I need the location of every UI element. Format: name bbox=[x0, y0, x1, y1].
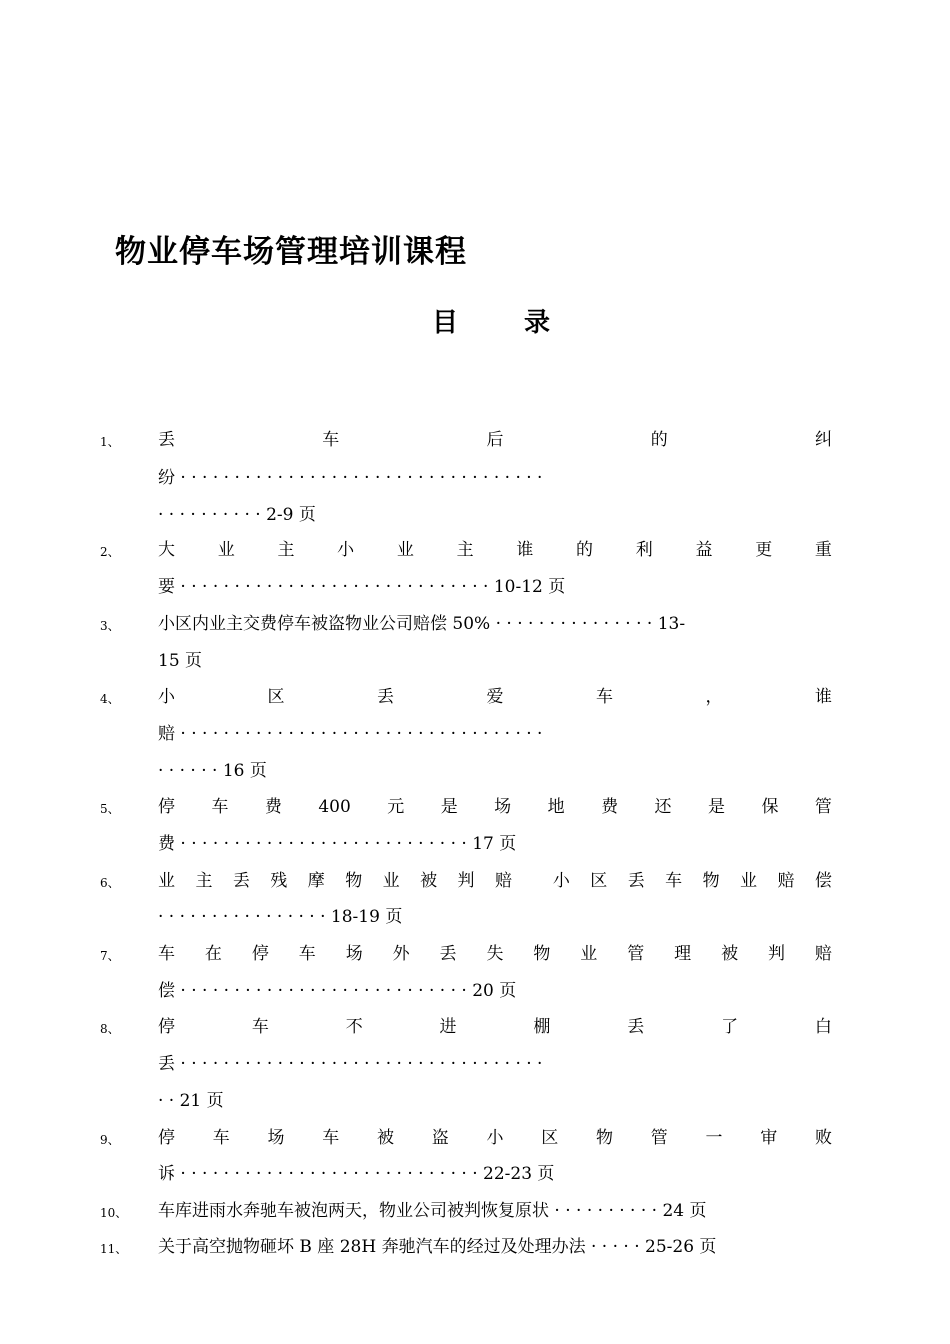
toc-title-char: 判 bbox=[767, 944, 785, 964]
toc-title-char: 停 bbox=[251, 944, 269, 964]
toc-entry-title bbox=[158, 871, 832, 891]
toc-line bbox=[0, 981, 950, 1001]
toc-title-char: 棚 bbox=[533, 1017, 551, 1037]
toc-entry-title bbox=[158, 1128, 832, 1148]
toc-title-char: 后 bbox=[486, 430, 504, 450]
toc-line bbox=[0, 651, 950, 671]
toc-title-char: 车 bbox=[322, 430, 340, 450]
toc-title-char: 审 bbox=[760, 1128, 778, 1148]
toc-title-char: 车 bbox=[665, 871, 683, 891]
toc-title-char: 不 bbox=[345, 1017, 363, 1037]
toc-title-char: 是 bbox=[440, 797, 458, 817]
toc-entry-number: 4、 bbox=[100, 692, 120, 706]
toc-title-char: 丢 bbox=[377, 687, 394, 707]
toc-title-char: 小 bbox=[552, 871, 570, 891]
document-title: 物业停车场管理培训课程 bbox=[115, 234, 467, 270]
toc-title-char: 纠 bbox=[815, 430, 832, 450]
toc-title-char: 物 bbox=[596, 1128, 613, 1148]
toc-title-char: 失 bbox=[486, 944, 504, 964]
toc-line bbox=[0, 871, 950, 891]
toc-title-char: 败 bbox=[815, 1128, 832, 1148]
toc-title-char: 区 bbox=[590, 871, 608, 891]
toc-title-char: 车 bbox=[211, 797, 229, 817]
toc-title-char: 在 bbox=[204, 944, 222, 964]
toc-entry-number: 6、 bbox=[100, 876, 120, 890]
toc-title-char: 利 bbox=[635, 540, 653, 560]
toc-page-ref: · · · · · · · · · · 2-9 页 bbox=[158, 505, 316, 525]
toc-line bbox=[0, 944, 950, 964]
toc-title-char: 管 bbox=[627, 944, 645, 964]
toc-leader: 诉 · · · · · · · · · · · · · · · · · · · · · · · · · · · · 22-23 页 bbox=[158, 1164, 555, 1184]
toc-title-char: 的 bbox=[650, 430, 668, 450]
toc-title-char: 车 bbox=[251, 1017, 269, 1037]
toc-title-char: 场 bbox=[494, 797, 512, 817]
toc-title-char: 业 bbox=[217, 540, 235, 560]
toc-leader: 偿 · · · · · · · · · · · · · · · · · · · · · · · · · · · 20 页 bbox=[158, 981, 517, 1001]
toc-title-char: 赔 bbox=[814, 944, 832, 964]
toc-line bbox=[0, 1054, 950, 1074]
toc-line bbox=[0, 468, 950, 488]
toc-heading bbox=[432, 302, 550, 339]
toc-title-char: 区 bbox=[541, 1128, 559, 1148]
toc-entry-title bbox=[158, 430, 832, 450]
toc-title-char: 摩 bbox=[307, 871, 325, 891]
toc-title-char: 小 bbox=[337, 540, 355, 560]
toc-title-char: 大 bbox=[158, 540, 175, 560]
toc-title-char: 被 bbox=[721, 944, 739, 964]
toc-title-char: 车 bbox=[322, 1128, 340, 1148]
toc-title-char: 赔 bbox=[494, 871, 512, 891]
toc-entry-number: 3、 bbox=[100, 619, 120, 633]
toc-entry-number: 7、 bbox=[100, 949, 120, 963]
toc-title-char: 费 bbox=[264, 797, 282, 817]
toc-title-char: 地 bbox=[547, 797, 565, 817]
toc-title-char: 物 bbox=[533, 944, 551, 964]
toc-title-char: 停 bbox=[158, 1017, 175, 1037]
toc-title-char: 管 bbox=[814, 797, 832, 817]
toc-title-char: 被 bbox=[377, 1128, 394, 1148]
toc-title-char: 丢 bbox=[158, 430, 175, 450]
toc-title-char: 益 bbox=[695, 540, 713, 560]
toc-title-char: 丢 bbox=[232, 871, 250, 891]
toc-line bbox=[0, 797, 950, 817]
toc-title-char: 是 bbox=[707, 797, 725, 817]
toc-heading-char: 目 bbox=[432, 308, 459, 338]
toc-page-ref: · · 21 页 bbox=[158, 1091, 224, 1111]
toc-entry-number: 5、 bbox=[100, 802, 120, 816]
toc-title-char: 丢 bbox=[627, 1017, 645, 1037]
toc-page-ref: · · · · · · 16 页 bbox=[158, 761, 267, 781]
toc-title-char: 一 bbox=[705, 1128, 723, 1148]
toc-line bbox=[0, 687, 950, 707]
toc-line bbox=[0, 577, 950, 597]
toc-title-char: 物 bbox=[345, 871, 363, 891]
toc-title-char: 残 bbox=[270, 871, 288, 891]
toc-title-char: 谁 bbox=[516, 540, 534, 560]
toc-title-char: 保 bbox=[761, 797, 779, 817]
toc-title-char: 赔 bbox=[777, 871, 795, 891]
toc-entry-title bbox=[158, 540, 832, 560]
toc-title-char: 业 bbox=[158, 871, 175, 891]
toc-title-char: 物 bbox=[702, 871, 720, 891]
toc-title-char: 小 bbox=[486, 1128, 504, 1148]
toc-title-char: 被 bbox=[420, 871, 438, 891]
toc-leader: 要 · · · · · · · · · · · · · · · · · · · · · · · · · · · · · 10-12 页 bbox=[158, 577, 566, 597]
toc-title-char: 费 bbox=[601, 797, 619, 817]
toc-line bbox=[0, 1128, 950, 1148]
toc-title-char: 偿 bbox=[814, 871, 832, 891]
toc-entry-title bbox=[158, 944, 832, 964]
toc-entry-title: 车库进雨水奔驰车被泡两天，物业公司被判恢复原状 · · · · · · · · · · 24 页 bbox=[158, 1201, 707, 1221]
toc-title-char: 管 bbox=[650, 1128, 668, 1148]
toc-title-char: 400 bbox=[318, 797, 351, 817]
toc-line bbox=[0, 907, 950, 927]
toc-leader: 费 · · · · · · · · · · · · · · · · · · · · · · · · · · · 17 页 bbox=[158, 834, 517, 854]
toc-title-char: 业 bbox=[580, 944, 598, 964]
toc-title-char: 业 bbox=[396, 540, 414, 560]
toc-title-char: 车 bbox=[596, 687, 613, 707]
toc-title-char: 主 bbox=[195, 871, 213, 891]
toc-title-char: 主 bbox=[456, 540, 474, 560]
toc-entry-number: 10、 bbox=[100, 1206, 128, 1220]
toc-title-char: 爱 bbox=[486, 687, 504, 707]
toc-title-char: 还 bbox=[654, 797, 672, 817]
toc-title-char: 停 bbox=[158, 1128, 175, 1148]
toc-line bbox=[0, 1091, 950, 1111]
toc-title-char: 重 bbox=[814, 540, 832, 560]
toc-leader: 15 页 bbox=[158, 651, 203, 671]
toc-title-char: 业 bbox=[740, 871, 757, 891]
toc-title-char: 更 bbox=[755, 540, 773, 560]
toc-line bbox=[0, 761, 950, 781]
toc-title-char: 车 bbox=[298, 944, 316, 964]
toc-title-char: 外 bbox=[392, 944, 410, 964]
toc-entry-number: 11、 bbox=[100, 1242, 128, 1256]
toc-entry-number: 9、 bbox=[100, 1133, 120, 1147]
toc-entry-title: 小区内业主交费停车被盗物业公司赔偿 50% · · · · · · · · · · · · · · · 13- bbox=[158, 614, 686, 634]
toc-leader: 丢 · · · · · · · · · · · · · · · · · · · · · · · · · · · · · · · · · · bbox=[158, 1054, 543, 1074]
toc-title-char: 区 bbox=[267, 687, 285, 707]
toc-line bbox=[0, 540, 950, 560]
toc-line bbox=[0, 1164, 950, 1184]
toc-title-char: 小 bbox=[158, 687, 175, 707]
toc-title-char: 场 bbox=[267, 1128, 285, 1148]
toc-leader: 赔 · · · · · · · · · · · · · · · · · · · · · · · · · · · · · · · · · · bbox=[158, 724, 543, 744]
toc-title-char: 盗 bbox=[431, 1128, 449, 1148]
toc-title-char: 停 bbox=[158, 797, 175, 817]
toc-title-char: 业 bbox=[382, 871, 400, 891]
toc-title-char: 白 bbox=[814, 1017, 832, 1037]
toc-heading-char: 录 bbox=[524, 308, 551, 338]
toc-entry-title bbox=[158, 797, 832, 817]
toc-line bbox=[0, 1201, 950, 1221]
toc-title-char: 车 bbox=[158, 944, 175, 964]
toc-leader: · · · · · · · · · · · · · · · · 18-19 页 bbox=[158, 907, 403, 927]
toc-title-char: 场 bbox=[345, 944, 363, 964]
toc-line bbox=[0, 505, 950, 525]
toc-line bbox=[0, 724, 950, 744]
toc-title-char: 判 bbox=[457, 871, 475, 891]
toc-title-char: ， bbox=[705, 687, 723, 707]
toc-title-char: 元 bbox=[387, 797, 405, 817]
toc-entry-number: 1、 bbox=[100, 435, 120, 449]
toc-line bbox=[0, 430, 950, 450]
toc-title-char: 了 bbox=[721, 1017, 739, 1037]
toc-entry-number: 2、 bbox=[100, 545, 120, 559]
toc-title-char: 的 bbox=[576, 540, 594, 560]
toc-title-char: 理 bbox=[674, 944, 692, 964]
toc-title-char: 进 bbox=[439, 1017, 457, 1037]
toc-title-char: 谁 bbox=[815, 687, 832, 707]
toc-title-char: 车 bbox=[212, 1128, 230, 1148]
toc-line bbox=[0, 1017, 950, 1037]
toc-leader: 纷 · · · · · · · · · · · · · · · · · · · · · · · · · · · · · · · · · · bbox=[158, 468, 543, 488]
toc-line bbox=[0, 834, 950, 854]
toc-line bbox=[0, 614, 950, 634]
toc-title-char: 丢 bbox=[627, 871, 645, 891]
toc-entry-number: 8、 bbox=[100, 1022, 120, 1036]
toc-entry-title bbox=[158, 1017, 832, 1037]
toc-line bbox=[0, 1237, 950, 1257]
toc-entry-title: 关于高空抛物砸坏 B 座 28H 奔驰汽车的经过及处理办法 · · · · · 25-26 页 bbox=[158, 1237, 717, 1257]
toc-title-char: 主 bbox=[277, 540, 295, 560]
toc-entry-title bbox=[158, 687, 832, 707]
toc-title-char: 丢 bbox=[439, 944, 457, 964]
